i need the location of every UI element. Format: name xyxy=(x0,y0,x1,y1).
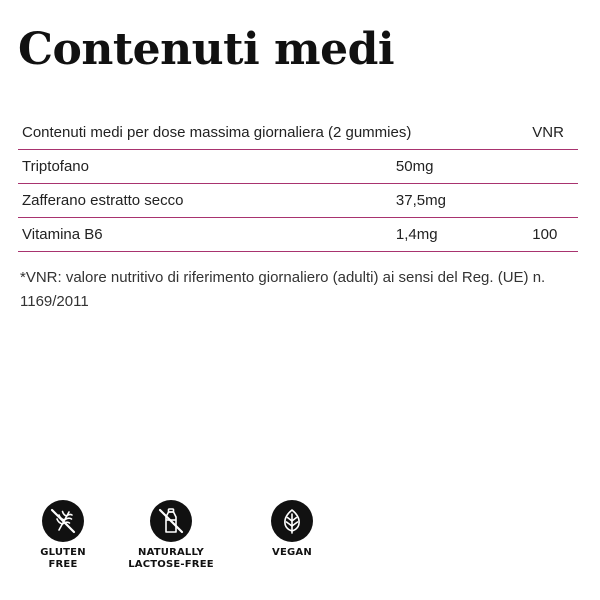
nutrient-name: Triptofano xyxy=(18,150,392,184)
badge-gluten-free xyxy=(8,500,118,571)
vnr-footnote: *VNR: valore nutritivo di riferimento giornaliero (adulti) ai sensi del Reg. (UE) n. 1169/2011 xyxy=(20,269,546,310)
table-row xyxy=(18,150,578,184)
badge-row xyxy=(0,500,600,580)
lactose-free-icon xyxy=(150,500,192,542)
badge-label: VEGAN xyxy=(272,547,312,558)
nutrient-name: Vitamina B6 xyxy=(18,218,392,252)
badge-lactose-free xyxy=(116,500,226,571)
gluten-free-icon xyxy=(42,500,84,542)
nutrient-amount: 50mg xyxy=(392,150,528,184)
nutrition-table xyxy=(18,116,578,252)
nutrient-name: Zafferano estratto secco xyxy=(18,184,392,218)
table-header-name: Contenuti medi per dose massima giornaliera (2 gummies) xyxy=(18,116,528,150)
nutrient-amount: 1,4mg xyxy=(392,218,528,252)
page-title: Contenuti medi xyxy=(18,24,395,75)
table-row xyxy=(18,184,578,218)
badge-vegan xyxy=(237,500,347,559)
badge-label: GLUTEN FREE xyxy=(40,547,86,570)
nutrient-vnr xyxy=(528,150,578,184)
table-header-row xyxy=(18,116,578,150)
table-header-vnr: VNR xyxy=(528,116,578,150)
nutrient-vnr xyxy=(528,184,578,218)
nutrient-vnr: 100 xyxy=(528,218,578,252)
vegan-leaf-icon xyxy=(271,500,313,542)
badge-label: NATURALLY LACTOSE-FREE xyxy=(128,547,214,570)
table-row xyxy=(18,218,578,252)
nutrient-amount: 37,5mg xyxy=(392,184,528,218)
